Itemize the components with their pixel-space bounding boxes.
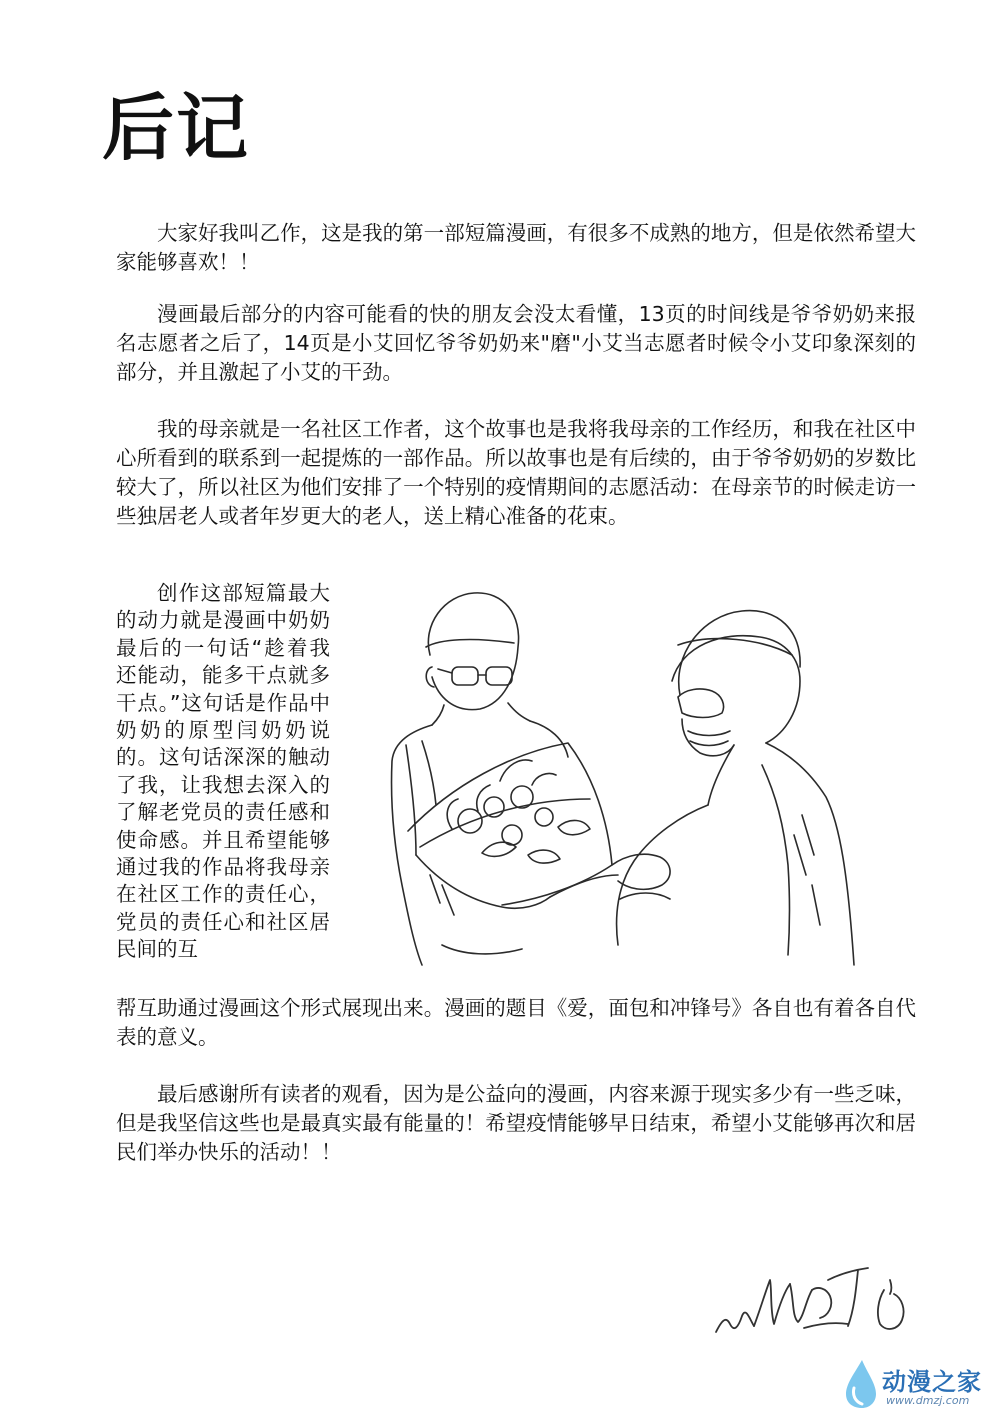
- watermark-name: 动漫之家: [882, 1368, 982, 1396]
- flower-giving-sketch: [382, 585, 860, 973]
- paragraph-motivation: 创作这部短篇最大的动力就是漫画中奶奶最后的一句话“趁着我还能动，能多干点就多干点。”这句话是作品中奶奶的原型闫奶奶说的。这句话深深的触动了我，让我想去深入的了解老党员的责任感和使命感。并且希望能够通过我的作品将我母亲在社区工作的责任心，党员的责任心和社区居民间的互: [116, 581, 330, 962]
- dmzj-watermark: [840, 1358, 988, 1410]
- logo-drop-icon: [840, 1358, 880, 1410]
- page-title: 后记: [102, 86, 251, 170]
- author-signature: [708, 1250, 928, 1350]
- paragraph-timeline: 漫画最后部分的内容可能看的快的朋友会没太看懂，13页的时间线是爷爷奶奶来报名志愿者之后了，14页是小艾回忆爷爷奶奶来"磨"小艾当志愿者时候令小艾印象深刻的部分，并且激起了小艾的干劲。: [116, 302, 916, 384]
- paragraph-motivation-continued: 帮互助通过漫画这个形式展现出来。漫画的题目《爱，面包和冲锋号》各自也有着各自代表的意义。: [116, 996, 916, 1049]
- paragraph-intro: 大家好我叫乙作，这是我的第一部短篇漫画，有很多不成熟的地方，但是依然希望大家能够喜欢！！: [116, 221, 916, 274]
- paragraph-thanks: 最后感谢所有读者的观看，因为是公益向的漫画，内容来源于现实多少有一些乏味，但是我坚信这些也是最真实最有能量的！希望疫情能够早日结束，希望小艾能够再次和居民们举办快乐的活动！！: [116, 1082, 916, 1164]
- watermark-url: www.dmzj.com: [886, 1394, 970, 1407]
- paragraph-background: 我的母亲就是一名社区工作者，这个故事也是我将我母亲的工作经历，和我在社区中心所看到的联系到一起提炼的一部作品。所以故事也是有后续的，由于爷爷奶奶的岁数比较大了，所以社区为他们安排了一个特别的疫情期间的志愿活动：在母亲节的时候走访一些独居老人或者年岁更大的老人，送上精心准备的花束。: [116, 417, 916, 528]
